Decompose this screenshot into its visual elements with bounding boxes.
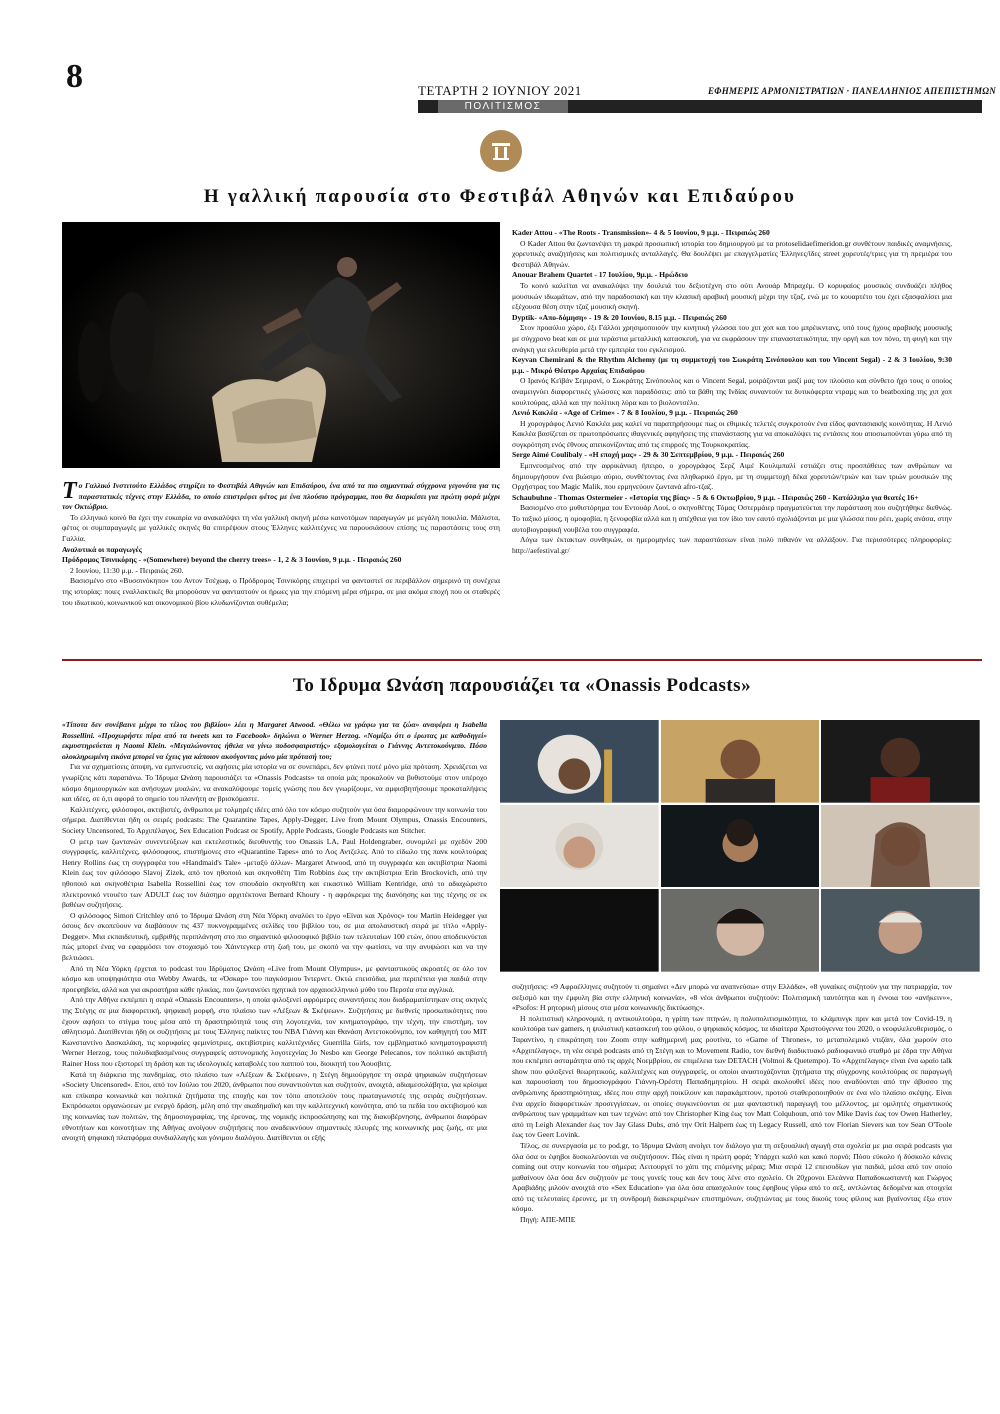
article1-paragraph: Το ελληνικό κοινό θα έχει την ευκαιρία να ανακαλύψει τη νέα γαλλική σκηνή μέσω καινοτόμων παραγωγών με μεγάλη ποικιλία. Μάλιστα, φέτος οι συμπαραγωγές με γαλλικές σκηνές θα επιτρέψουν στους Έλληνες καλλιτέχνες να παρουσιάσουν επίσης τις παραστάσεις τους στη Γαλλία. bbox=[62, 512, 500, 543]
issue-date: ΤΕΤΑΡΤΗ 2 ΙΟΥΝΙΟΥ 2021 bbox=[418, 83, 582, 98]
article1-right-column bbox=[512, 228, 952, 556]
event-text: Ο Ιρανός Κεϊβάν Σεμιρανί, ο Σωκράτης Σινόπουλος και ο Vincent Segal, μοιράζονται μαζί μας τον πλούσιο και σύνθετο ήχο τους ο οποίος αναμειγνύει διαφορετικές γλώσσες και παραδόσεις: από τα βάθη της Ινδίας συναντούν τα δυτικόφερτα ντραμς και το beatboxing της χιπ χοπ κουλτούρας, αλλά και την πολίτικη λύρα και το βιολοντσέλο. bbox=[512, 376, 952, 407]
event-text: Το κοινό καλείται να ανακαλύψει την δουλειά του δεξιοτέχνη στο ούτι Ανουάρ Μπραχέμ. Ο κορυφαίος μουσικός συνδυάζει πλήθος μουσικών ιδιωμάτων, από την παραδοσιακή και την κλασική αραβική μουσική μέχρι την τζαζ, ενώ με το κουαρτέτο του έχει εξασφαλίσει μια εξέχουσα θέση στην τζαζ μουσική σκηνή. bbox=[512, 280, 952, 312]
event-heading: Anouar Brahem Quartet - 17 Ιουλίου, 9μ.μ. - Ηρώδειο bbox=[512, 270, 688, 280]
article1-closing: Λόγω των έκτακτων συνθηκών, οι ημερομηνίες των παραστάσεων είναι πολύ πιθανόν να αλλάξουν. Για περισσότερες πληροφορίες: http://aefestival.gr/ bbox=[512, 535, 952, 555]
event-heading: Keyvan Chemirani & the Rhythm Alchemy (με τη συμμετοχή του Σωκράτη Σινόπουλου και του Vincent Segal) - 2 & 3 Ιουλίου, 9:30 μ.μ. - Μικρό Θέατρο Αρχαίας Επιδαύρου bbox=[512, 355, 952, 375]
article2-source: Πηγή: ΑΠΕ-ΜΠΕ bbox=[520, 1215, 576, 1225]
portrait-collage bbox=[500, 720, 980, 972]
article2-paragraph: Από τη Νέα Υόρκη έρχεται το podcast του Ιδρύματος Ωνάση «Live from Mount Olympus», με φανταστικούς ακροατές σε όλο τον κόσμο και υποψηφιότητα στα Webby Awards, τα «Όσκαρ» του παγκόσμιου Ίντερνετ. Οκτώ επεισόδια, μια περιπέτεια για παιδιά στην προεφηβεία, αλλά και για ακροατήρια κάθε ηλικίας, που ζωντανεύει ηχητικά τον αρχαιοελληνικό μύθο του Περσέα στα αγγλικά. bbox=[62, 963, 487, 994]
article1-left-column bbox=[62, 478, 500, 608]
article2-paragraph: συζητήσεις: «9 Αφροέλληνες συζητούν τι σημαίνει «Δεν μπορώ να αναπνεύσω» στην Ελλάδα», «8 γυναίκες συζητούν για την πατριαρχία, τον σεξισμό και την έμφυλη βία στην ελληνική κοινωνία», «8 νέοι άνθρωποι συζητούν: Πολιτισμική ταυτότητα και η έννοια του «ανήκειν»», «Psofos: Η ρητορική μίσους στα μέσα κοινωνικής δικτύωσης». bbox=[512, 982, 952, 1013]
portrait-photo bbox=[821, 889, 980, 972]
portrait-photo bbox=[661, 720, 820, 803]
portrait-photo bbox=[821, 805, 980, 888]
portrait-photo bbox=[500, 720, 659, 803]
dance-photo bbox=[62, 222, 500, 468]
masthead-strip: ΕΦΗΜΕΡΙΣ ΑΡΜΟΝΙΣΤΡΑΤΙΩΝ · ΠΑΝΕΛΛΗΝΙΟΣ ΑΠΕΠΙΣΤΗΜΩΝ bbox=[708, 86, 997, 96]
article-divider bbox=[62, 659, 982, 661]
article2-paragraph: Για να σχηματίσεις άποψη, να εμπνευστείς, να αφήσεις μία ιστορία να σε συνεπάρει, δεν φτάνει ποτέ μόνο μία πρόταση. Χρειάζεται να γνωρίζεις κάτι παραπάνω. Το Ίδρυμα Ωνάση παρουσιάζει τα «Onassis Podcasts» τα οποία μάς προκαλούν να βυθιστούμε στον υπέροχο κόσμο δημιουργικών και ανήσυχων μυαλών, να ανακαλύψουμε τομείς γνώσης που δεν γνωρίζουμε, να αμφισβητήσουμε προκαταλήψεις και ιδέες, σε ό,τι αφορά το σημείο του πλανήτη αν βρισκόμαστε. bbox=[62, 762, 487, 804]
article2-paragraph: Καλλιτέχνες, φιλόσοφοι, ακτιβιστές, άνθρωποι με τολμηρές ιδέες από όλο τον κόσμο συζητούν για όσα διαμορφώνουν την κοινωνία του σήμερα. Διατίθενται ήδη οι σειρές podcasts: The Quarantine Tapes, Apply-Degger, Live from Mount Olympus, Onassis Encounters, Society Uncensored, Το Αρχιπέλαγος, Sex Education Podcast σε Spotify, Apple Podcasts, Google Podcasts και Stitcher. bbox=[62, 804, 487, 835]
event-text: Εμπνευσμένος από την αφρικάνικη ήπειρο, ο χορογράφος Σερζ Αιμέ Κουλιμπαλί εστιάζει στις προσπάθειες των ανθρώπων να δημιουργήσουν ένα βιώσιμο αύριο, συνθέτοντας ένα πληθωρικό έργο, με τη συμμετοχή δέκα χορευτών/τριών και των τριών μουσικών της Ορχήστρας του Magic Malik, που ερμηνεύουν ζωντανά afro-τζαζ. bbox=[512, 461, 952, 492]
event-text: Βασισμένο στο μυθιστόρημα του Εντουάρ Λουί, ο σκηνοθέτης Τόμας Οστερμάιερ πραγματεύεται την παράσταση που συζητήθηκε διεθνώς. Το ταξικό μίσος, η ομοφοβία, η ξενοφοβία αλλά και η απέχθεια για τον ίδιο τον εαυτό σχολιάζονται με μια γλώσσα που ρέει, χωρίς ανάσα, στην αυτοβιογραφική νουβέλα του συγγραφέα. bbox=[512, 503, 952, 534]
portrait-photo bbox=[500, 805, 659, 888]
article2-lede: «Τίποτα δεν συνέβαινε μέχρι το τέλος του βιβλίου» λέει η Margaret Atwood. «Θέλω να γράφω για τα ζώα» αναφέρει η Isabella Rossellini. «Προχωρήστε πέρα από τα tweets και το Facebook» δηλώνει ο Werner Herzog. «Νομίζω ότι ο έρωτας με καθοδηγεί» εκμυστηρεύεται η Naomi Klein. «Μεγαλώνοντας ήθελα να γίνω ποδοσφαιριστής» εξομολογείται ο Γιάννης Αντετοκούνμπο. Πόσο ολοκληρωμένη εικόνα μπορεί να έχεις για κάποιον ακούγοντας μόνο μία πρότασή του; bbox=[62, 720, 487, 761]
portrait-photo bbox=[661, 805, 820, 888]
article2-paragraph: Η πολιτιστική κληρονομιά, η αντικουλτούρα, η γρίπη των πτηνών, η πολυπολιτισμικότητα, το κλάμπινγκ πριν και μετά τον Covid-19, η κουλτούρα των gamers, η ψυλιστική κατασκευή του φύλου, ο ψηφιακός κόσμος, τα ιδιαίτερα Χριστούγεννα του 2020, ο νεοφιλελευθερισμός, ο Ταραντίνο, η επικράτηση του Zoom στην καθημερινή μας ρουτίνα, το «Game of Thrones», το μεταπολεμικό ντιζάιν, όλα χωρούν στο «Αρχιπέλαγος», τη νέα σειρά podcasts από τη Στέγη και το Movement Radio, τον διεθνή διαδικτυακό ραδιοφωνικό σταθμό με έδρα την Αθήνα που εκπέμπει ασταμάτητα από τις αρχές Νοεμβρίου, σε επιμέλεια των DETACH (Voltnoi & Quetempo). Το «Αρχιπέλαγος» είναι ένα ωραίο talk show που φιλοξενεί θεωρητικούς, καλλιτέχνες και συγγραφείς, οι οποίοι αναστοχάζονται ζητήματα της σύγχρονης κουλτούρας σε παραγωγή και παρουσίαση του δημοσιογράφου Γιάννη-Ορέστη Παπαδημητρίου. Η σειρά ακολουθεί ιδέες που αναδύονται από την άβυσσο της ανθρώπινης δραστηριότητας, ιδέες που στην αρχή ποικίλουν και παρακάμπτουν, προτού σταθεροποιηθούν σε ένα νέο πλαίσιο σκέψης. Είναι ένα αρχείο διαφορετικών προσεγγίσεων, οι οποίες συγκινεύονται σε μια φανταστική παραγωγή του μέλλοντος, με ομιλητές σημαντικούς ανθρώπους των γραμμάτων και των τεχνών: από τον Christopher King έως τον Matt Colquhoun, από τον Mike Davis έως τον Owen Hatherley, από τη Leigh Alexander έως τον Jay Glass Dubs, από την Orit Halpern έως τη Legacy Russell, από τον Florian Sievers και τον Sean O'Toole έως τον Geert Lovink. bbox=[512, 1013, 952, 1140]
article2-paragraph: Τέλος, σε συνεργασία με το pod.gr, το Ίδρυμα Ωνάση ανοίγει τον διάλογο για τη σεξουαλική αγωγή στα σχολεία με μια σειρά podcasts για όλα όσα οι έφηβοι δυσκολεύονται να συζητήσουν. Πώς είναι η πρώτη φορά; Υπάρχει καλό και κακό πορνό; Πόσο εύκολο ή δύσκολο κάνεις coming out στην κοινωνία του σήμερα; Λειτουργεί το χάπι της επόμενης μέρας; Μια σειρά 12 επεισοδίων για παιδιά, μέσα από τον οποίο μαθαίνουν όλα όσα δεν συζητούν με τους γονείς τους και δεν τους λένε στο σχολείο. Οι 20χρονοι Ελεάννα Παπαδοκωσταντή και Γιώργος Αραβιάδης μιλούν ανοιχτά στο «Sex Education» για όλα όσα απασχολούν τους έφηβους γύρω από το σεξ, αντλώντας δεδομένα και στοιχεία από τις τελευταίες έρευνες, με τη συνδρομή διακεκριμένων επιστημόνων, συζητώντας με τους δικούς τους φίλους και βγαίνοντας έξω στον κόσμο. bbox=[512, 1140, 952, 1214]
portrait-photo bbox=[821, 720, 980, 803]
article1-lede: ο Γαλλικό Ινστιτούτο Ελλάδος στηρίζει το Φεστιβάλ Αθηνών και Επιδαύρου, ένα από τα πιο σημαντικά σύγχρονα γεγονότα για τις παραστατικές τέχνες στην Ελλάδα, το οποίο επιστρέφει φέτος με ένα πλούσιο πρόγραμμα, που θα διαρκέσει για πρώτη φορά μέχρι τον Οκτώβριο. bbox=[62, 481, 500, 512]
event-text: Η χορογράφος Λενιό Κακλέα μας καλεί να παρατηρήσουμε πως οι εθιμικές τελετές συγκροτούν ένα είδος φαντασιακής κοινότητας. Η Λενιό Κακλέα βασίζεται σε πρωτοπρόσωπες ιθαγενικές αφηγήσεις της επανάστασης για να αποκαλύψει τις εντάσεις που αποσιωπούνται γύρω από τη συγκρότηση ενός έθνους απεικονίζοντας από τις επιρροές της Τουρκοκρατίας. bbox=[512, 418, 952, 449]
portrait-photo bbox=[661, 889, 820, 972]
article2-paragraph: Ο φιλόσοφος Simon Critchley από το Ίδρυμα Ωνάση στη Νέα Υόρκη αναλύει το έργο «Είναι και Χρόνος» του Martin Heidegger για όσους δεν σκοπεύουν να διαβάσουν τις 437 πυκνογραμμένες σελίδες του βιβλίου του, σε μια απολαυστική σειρά με τίτλο «Apply-Degger». Μια εκπαιδευτική, εμβριθής περιπλάνηση στο πιο σημαντικό φιλοσοφικό βιβλίο των τελευταίων 100 ετών, όπου αποδεικνύεται πώς μπορεί ένας να εφαρμόσει τον στοχασμό του Χάιντεγκερ στη ζωή του, με σκοπό να την φωτίσει, να την ανυψώσει και να την βελτιώσει. bbox=[62, 910, 487, 963]
article2-paragraph: Ο μετρ των ζωντανών συνεντεύξεων και εκτελεστικός διευθυντής του Onassis LA, Paul Holdengraber, συνομιλεί με σχεδόν 200 συγγραφείς, καλλιτέχνες, φιλόσοφους, επιστήμονες στο «Quarantine Tapes» από το Λος Αντζελες. Από το είδωλο της πανκ κουλτούρας Henry Rollins έως τη συγγραφέα του «Handmaid's Tale» -μεταξύ άλλων- Margaret Atwood, από τη συγγραφέα και ακτιβίστρια Naomi Klein έως τον φιλόσοφο Slavoj Zizek, από τον ηθοποιό και σκηνοθέτη Tim Robbins έως την ακτιβίστρια Erin Brockovich, από την ηθοποιό και σκηνοθέτρια Isabella Rossellini έως τον σπουδαίο σκηνοθέτη και εικαστικό William Kentridge, από το αδιαχώριστο πλεκτρονικό ντουέτο των ADULT έως τον διάσημο αρχιτέκτονα Bernard Khoury - η αφρόκρεμα της διανόησης και της τέχνης σε εκ βαθέων συζητήσεις. bbox=[62, 836, 487, 910]
event-heading: Serge Aimé Coulibaly - «Η εποχή μας» - 29 & 30 Σεπτεμβρίου, 9 μ.μ. - Πειραιώς 260 bbox=[512, 450, 785, 460]
article1-subheading: Αναλυτικά οι παραγωγές bbox=[62, 544, 142, 554]
event-heading: Schaubuhne - Thomas Ostermeier - «Ιστορία της βίας» - 5 & 6 Οκτωβρίου, 9 μ.μ. - Πειραιώς 260 - Κατάλληλο για θεατές 16+ bbox=[512, 492, 919, 502]
portrait-photo bbox=[500, 889, 659, 972]
event-heading: Dyptik- «Απο-δόμηση» - 19 & 20 Ιουνίου, 8.15 μ.μ. - Πειραιώς 260 bbox=[512, 312, 727, 322]
page-number: 8 bbox=[66, 58, 83, 95]
event-text: Στον προαύλιο χώρο, έξι Γάλλοι χρησιμοποιούν την κινητική γλώσσα του χιπ χοπ και του μπρέικντανς, υπό τους ήχους αραβικής μουσικής με σύγχρονο beat και σε μια τεράστια μεταλλική κατασκευή, για να εκφράσουν την επαναστατικότητα, την οργή και τον πόνο, τη φυγή και την ανάγκη για ελευθερία μετά την εμπειρία του εγκλεισμού. bbox=[512, 323, 952, 354]
article2-headline: Το Ιδρυμα Ωνάση παρουσιάζει τα «Onassis Podcasts» bbox=[292, 675, 752, 696]
article2-paragraph: Κατά τη διάρκεια της πανδημίας, στο πλαίσιο των «Λέξεων & Σκέψεων», η Στέγη δημιούργησε τη σειρά ψηφιακών συζητήσεων «Society Uncensored». Εποι, από τον Ιούλιο του 2020, άνθρωποι που συναντιούνται και συζητούν, ανοιχτά, αδιαμεσολάβητα, για κρίσιμα και επίκαιρα κοινωνικά και πολιτικά ζητήματα της εποχής και τον τόπο αποτελούν τους πρωταγωνιστές της σειράς συζητήσεων. Εκπρόσωποι οργανώσεων με ενεργό δράση, μέλη από την ακαδημαϊκή και την καλλιτεχνική κοινότητα, από τα πεδία του ακτιβισμού και της κοινωνίας των πολιτών, της δημοσιογραφίας, της έρευνας, της νομικής εκπροσώπησης και της διακυβέρνησης, άνθρωποι διαφόρων εθνοτήτων και κοινοτήτων της Αθήνας ανοίγουν συζητήσεις που αναδεικνύουν σημαντικές πλευρές της κοινωνικής μας ζωής, σε μια ανοιχτή ψηφιακή πλατφόρμα συνδιαλλαγής και γόνιμου διαλόγου. Διατίθενται οι εξής bbox=[62, 1069, 487, 1143]
event-date: 2 Ιουνίου, 11:30 μ.μ. - Πειραιώς 260. bbox=[70, 565, 184, 575]
article2-paragraph: Από την Αθήνα εκπέμπει η σειρά «Onassis Encounters», η οποία φιλοξενεί αφρόμερες συναντήσεις που διαδραματίστηκαν στις σκηνές της Στέγης σε μια διαφορετική, ψηφιακή μορφή, στο πλαίσιο των «Λέξεων & Σκέψεων». Συζητήσεις με διεθνείς προσωπικότητες που έχουν αφήσει το στίγμα τους μέσα από τη δραστηριότητά τους στη λογοτεχνία, τον κινηματογράφο, την τέχνη, την επιστήμη, τον αθλητισμό. Διατίθενται ήδη οι συζητήσεις με τους Έλληνες παίκτες του NBA Γιάννη και Θανάση Αντετοκούνμπο, τον καθηγητή του MIT Κωνσταντίνο Δασκαλάκη, τις κορυφαίες φεμινίστριες, ακτιβίστριες καλλιτέχνιδες Guerrilla Girls, τον εμβληματικό κινηματογραφιστή Werner Herzog, τους πολυδιαβασμένους συγγραφείς αστυνομικής λογοτεχνίας Jo Nesbo και George Pelecanos, τον πολιτικό ακτιβιστή Rainer Hoss που εξιστορεί τη δράση και τις ιδεολογικές καταβολές του παππού του, διοικητή του Άουσβιτς. bbox=[62, 995, 487, 1068]
article1-headline: Η γαλλική παρουσία στο Φεστιβάλ Αθηνών και Επιδαύρου bbox=[203, 186, 797, 207]
column-capital-icon bbox=[480, 130, 522, 172]
event-heading: Kader Attou - «The Roots - Transmission»- 4 & 5 Ιουνίου, 9 μ.μ. - Πειραιώς 260 bbox=[512, 228, 770, 237]
event-heading: Πρόδρομος Τσινικόρης - «(Somewhere) beyond the cherry trees» - 1, 2 & 3 Ιουνίου, 9 μ.μ. - Πειραιώς 260 bbox=[62, 555, 402, 565]
section-label: ΠΟΛΙΤΙΣΜΟΣ bbox=[438, 100, 568, 113]
event-heading: Λενιό Κακλέα - «Age of Crime» - 7 & 8 Ιουλίου, 9 μ.μ. - Πειραιώς 260 bbox=[512, 408, 738, 418]
event-text: Ο Kader Attou θα ζωντανέψει τη μακρά προσωπική ιστορία του δημιουργού με τα protoselidaefimeridon.gr συνθέτουν παιδικές αναμνήσεις, χορευτικές αναζητήσεις και πολιτισμικές ανταλλαγές. Θα δουλέψει με επαγγελματίες Έλληνες/ίδες street χορευτές/τριες για τη πρεμιέρα του Φεστιβάλ Αθηνών. bbox=[512, 238, 952, 269]
event-text: Βασισμένο στο «Βυσσινόκηπο» του Αντον Τσέχωφ, ο Πρόδρομος Τσινικόρης επιχειρεί να φανταστεί σε περιβάλλον σημερινό τη συνέχεια της ιστορίας: ποιες εναλλακτικές θα μπορούσαν να φανταστούν οι ήρωες για την επόμενη μέρα σήμερα, σε μια ακόμα εποχή που οι σταθερές του ιδιωτικού, κοινωνικού και οικονομικού βίου κλυδωνίζονται συθέμελα; bbox=[62, 576, 500, 607]
article2-right-column bbox=[512, 982, 952, 1226]
article2-left-column bbox=[62, 720, 487, 1144]
drop-cap: Τ bbox=[62, 478, 77, 504]
